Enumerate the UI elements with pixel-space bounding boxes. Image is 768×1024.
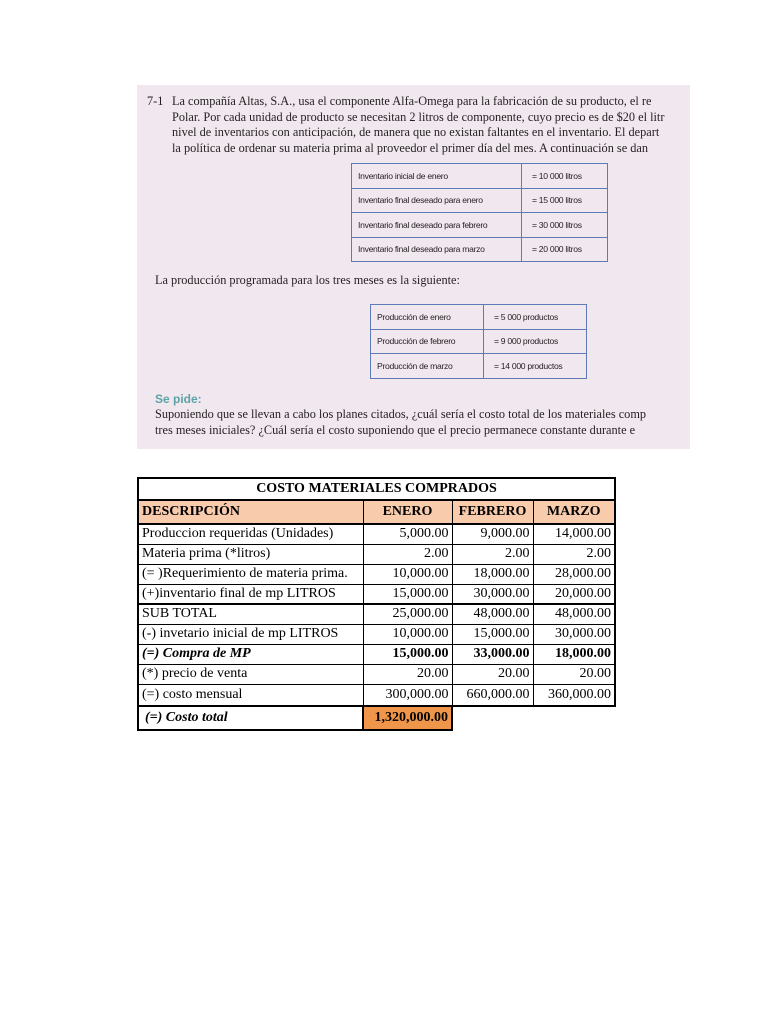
row-label[interactable]: (= )Requerimiento de materia prima. — [138, 564, 363, 584]
table-row — [138, 624, 615, 644]
row-label[interactable]: (*) precio de venta — [138, 664, 363, 684]
inventory-label: Inventario final deseado para enero — [352, 188, 522, 213]
cell-marzo[interactable]: 20.00 — [533, 664, 615, 684]
sheet-title-row — [138, 478, 615, 500]
se-pide-heading: Se pide: — [155, 392, 202, 406]
production-value: = 14 000 productos — [484, 354, 587, 379]
cell-marzo[interactable]: 30,000.00 — [533, 624, 615, 644]
question-text — [155, 407, 690, 438]
cell-febrero[interactable]: 660,000.00 — [452, 684, 533, 706]
inventory-row — [352, 213, 608, 238]
table-row — [138, 524, 615, 544]
table-row — [138, 644, 615, 664]
cell-enero[interactable]: 5,000.00 — [363, 524, 452, 544]
problem-statement — [147, 94, 690, 156]
production-label: Producción de febrero — [371, 329, 484, 354]
inventory-row — [352, 164, 608, 189]
cell-febrero[interactable]: 48,000.00 — [452, 604, 533, 624]
cell-febrero[interactable]: 20.00 — [452, 664, 533, 684]
table-row — [138, 664, 615, 684]
row-label[interactable]: (-) invetario inicial de mp LITROS — [138, 624, 363, 644]
table-row — [138, 584, 615, 604]
inventory-label: Inventario inicial de enero — [352, 164, 522, 189]
cell-enero[interactable]: 20.00 — [363, 664, 452, 684]
row-label[interactable]: (=) costo mensual — [138, 684, 363, 706]
total-value[interactable]: 1,320,000.00 — [363, 706, 452, 730]
cell-enero[interactable]: 10,000.00 — [363, 564, 452, 584]
cell-enero[interactable]: 15,000.00 — [363, 584, 452, 604]
production-intro: La producción programada para los tres meses es la siguiente: — [155, 273, 460, 287]
header-row — [138, 500, 615, 524]
production-row — [371, 354, 587, 379]
empty-cell — [452, 706, 533, 730]
header-febrero[interactable]: FEBRERO — [452, 500, 533, 524]
problem-line-2: Polar. Por cada unidad de producto se necesitan 2 litros de componente, cuyo precio es de $20 el litr — [172, 109, 665, 124]
problem-line-3: nivel de inventarios con anticipación, de manera que no existan faltantes en el inventario. El depart — [172, 125, 660, 139]
sheet-title[interactable]: COSTO MATERIALES COMPRADOS — [138, 478, 615, 500]
row-label[interactable]: (+)inventario final de mp LITROS — [138, 584, 363, 604]
cell-enero[interactable]: 300,000.00 — [363, 684, 452, 706]
cell-marzo[interactable]: 28,000.00 — [533, 564, 615, 584]
question-line-1: Suponiendo que se llevan a cabo los planes citados, ¿cuál sería el costo total de los materiales comp — [155, 407, 647, 421]
table-row — [138, 544, 615, 564]
cell-marzo[interactable]: 48,000.00 — [533, 604, 615, 624]
cell-febrero[interactable]: 2.00 — [452, 544, 533, 564]
production-row — [371, 305, 587, 330]
table-row — [138, 604, 615, 624]
cell-marzo[interactable]: 20,000.00 — [533, 584, 615, 604]
production-row — [371, 329, 587, 354]
cost-sheet — [137, 477, 616, 731]
cell-febrero[interactable]: 15,000.00 — [452, 624, 533, 644]
production-value: = 9 000 productos — [484, 329, 587, 354]
cell-marzo[interactable]: 2.00 — [533, 544, 615, 564]
problem-line-4: la política de ordenar su materia prima al proveedor el primer día del mes. A continuación se dan — [172, 140, 648, 155]
cell-marzo[interactable]: 18,000.00 — [533, 644, 615, 664]
cell-febrero[interactable]: 30,000.00 — [452, 584, 533, 604]
problem-number: 7-1 — [147, 94, 164, 108]
cell-enero[interactable]: 15,000.00 — [363, 644, 452, 664]
total-row — [138, 706, 615, 730]
cell-febrero[interactable]: 33,000.00 — [452, 644, 533, 664]
header-marzo[interactable]: MARZO — [533, 500, 615, 524]
inventory-label: Inventario final deseado para febrero — [352, 213, 522, 238]
inventory-row — [352, 237, 608, 262]
cell-marzo[interactable]: 360,000.00 — [533, 684, 615, 706]
inventory-value: = 10 000 litros — [522, 164, 608, 189]
header-descripcion[interactable]: DESCRIPCIÓN — [138, 500, 363, 524]
cell-marzo[interactable]: 14,000.00 — [533, 524, 615, 544]
header-enero[interactable]: ENERO — [363, 500, 452, 524]
textbook-excerpt-image — [137, 85, 690, 449]
row-label[interactable]: Materia prima (*litros) — [138, 544, 363, 564]
problem-line-1: La compañía Altas, S.A., usa el componente Alfa-Omega para la fabricación de su producto, el re — [172, 94, 652, 108]
cell-enero[interactable]: 25,000.00 — [363, 604, 452, 624]
cell-febrero[interactable]: 18,000.00 — [452, 564, 533, 584]
production-label: Producción de enero — [371, 305, 484, 330]
table-row — [138, 564, 615, 584]
production-table — [370, 304, 587, 379]
inventory-value: = 30 000 litros — [522, 213, 608, 238]
production-label: Producción de marzo — [371, 354, 484, 379]
inventory-value: = 15 000 litros — [522, 188, 608, 213]
row-label[interactable]: SUB TOTAL — [138, 604, 363, 624]
inventory-value: = 20 000 litros — [522, 237, 608, 262]
question-line-2: tres meses iniciales? ¿Cuál sería el costo suponiendo que el precio permanece constante durante e — [155, 422, 636, 437]
inventory-label: Inventario final deseado para marzo — [352, 237, 522, 262]
row-label[interactable]: (=) Compra de MP — [138, 644, 363, 664]
inventory-row — [352, 188, 608, 213]
row-label[interactable]: Produccion requeridas (Unidades) — [138, 524, 363, 544]
cell-febrero[interactable]: 9,000.00 — [452, 524, 533, 544]
cell-enero[interactable]: 10,000.00 — [363, 624, 452, 644]
cell-enero[interactable]: 2.00 — [363, 544, 452, 564]
inventory-table — [351, 163, 608, 262]
empty-cell — [533, 706, 615, 730]
production-value: = 5 000 productos — [484, 305, 587, 330]
total-label[interactable]: (=) Costo total — [138, 706, 363, 730]
table-row — [138, 684, 615, 706]
